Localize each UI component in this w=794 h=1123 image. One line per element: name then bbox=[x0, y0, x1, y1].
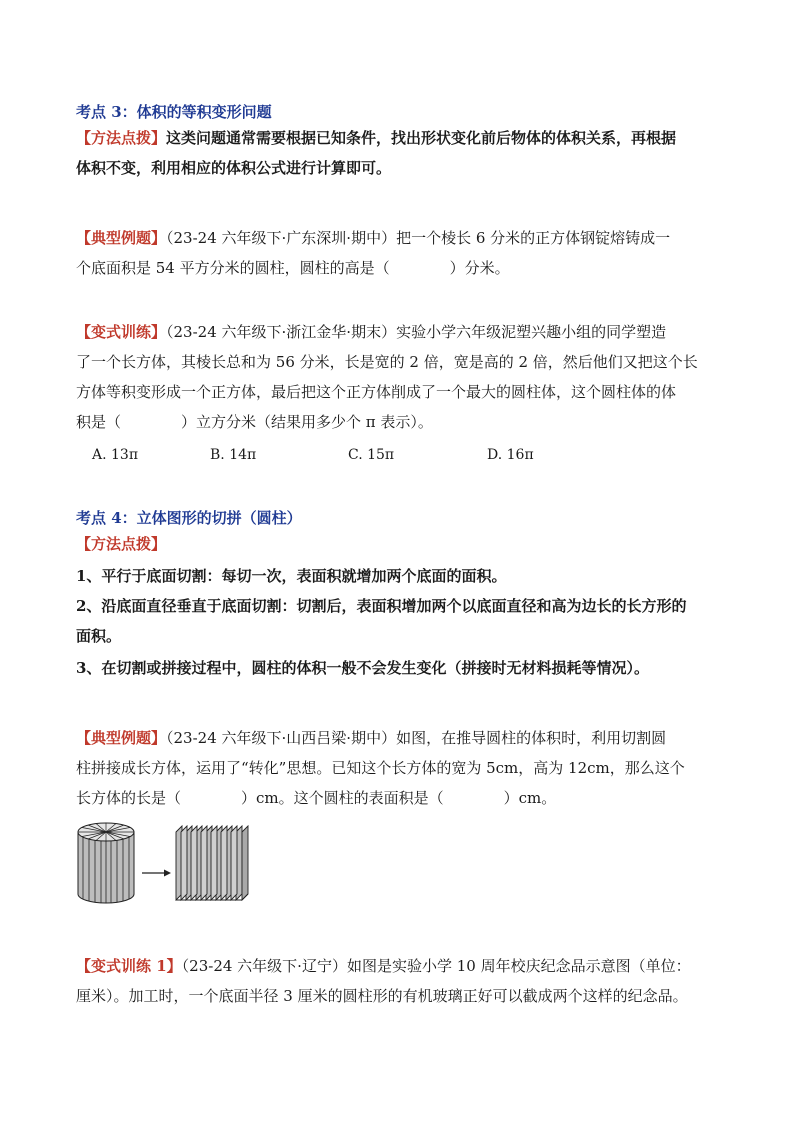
sec3-variant-line2: 了一个长方体，其棱长总和为 56 分米，长是宽的 2 倍，宽是高的 2 倍，然后他们又把这个长 bbox=[76, 353, 698, 371]
option-d[interactable]: D. 16π bbox=[487, 447, 534, 463]
sec4-point-3: 3、在切割或拼接过程中，圆柱的体积一般不会发生变化（拼接时无材料损耗等情况）。 bbox=[76, 659, 649, 677]
reassembled-cuboid bbox=[176, 826, 248, 900]
sec3-variant-line4: 积是（ ）立方分米（结果用多少个 π 表示）。 bbox=[76, 413, 433, 431]
example-tag: 【典型例题】 bbox=[76, 729, 167, 747]
example-tag: 【典型例题】 bbox=[76, 229, 167, 247]
sec3-method-line2: 体积不变，利用相应的体积公式进行计算即可。 bbox=[76, 159, 392, 177]
sec3-example-line2: 个底面积是 54 平方分米的圆柱，圆柱的高是（ ）分米。 bbox=[76, 259, 510, 277]
section-3-title: 考点 3：体积的等积变形问题 bbox=[76, 103, 272, 121]
sec4-point-1: 1、平行于底面切割：每切一次，表面积就增加两个底面的面积。 bbox=[76, 567, 507, 585]
sliced-cylinder bbox=[78, 823, 134, 903]
sec4-point-2: 2、沿底面直径垂直于底面切割：切割后，表面积增加两个以底面直径和高为边长的长方形的 bbox=[76, 597, 687, 615]
variant-tag: 【变式训练 1】 bbox=[76, 957, 182, 975]
method-tag: 【方法点拨】 bbox=[76, 129, 167, 147]
sec3-variant-line3: 方体等积变形成一个正方体，最后把这个正方体削成了一个最大的圆柱体，这个圆柱体的体 bbox=[76, 383, 677, 401]
option-c[interactable]: C. 15π bbox=[348, 447, 395, 463]
sec3-method bbox=[76, 128, 676, 148]
sec3-example bbox=[76, 228, 670, 248]
option-b[interactable]: B. 14π bbox=[210, 447, 257, 463]
sec4-example-line3: 长方体的长是（ ）cm。这个圆柱的表面积是（ ）cm。 bbox=[76, 789, 557, 807]
example-text: （23-24 六年级下·广东深圳·期中）把一个棱长 6 分米的正方体钢锭熔铸成一 bbox=[166, 229, 671, 247]
method-text: 这类问题通常需要根据已知条件，找出形状变化前后物体的体积关系，再根据 bbox=[166, 129, 677, 147]
sec4-point-2-line2: 面积。 bbox=[76, 627, 122, 645]
section-4-title: 考点 4：立体图形的切拼（圆柱） bbox=[76, 509, 302, 527]
sec4-example bbox=[76, 728, 666, 748]
sec4-example-line2: 柱拼接成长方体，运用了“转化”思想。已知这个长方体的宽为 5cm，高为 12cm，那么这个 bbox=[76, 759, 685, 777]
sec4-method-tag: 【方法点拨】 bbox=[76, 535, 167, 553]
cylinder-to-cuboid-figure bbox=[72, 818, 272, 908]
sec4-variant-line2: 厘米）。加工时，一个底面半径 3 厘米的圆柱形的有机玻璃正好可以截成两个这样的纪念品。 bbox=[76, 987, 688, 1005]
sec4-variant bbox=[76, 956, 691, 976]
variant-text: （23-24 六年级下·辽宁）如图是实验小学 10 周年校庆纪念品示意图（单位： bbox=[181, 957, 691, 975]
sec3-variant bbox=[76, 322, 666, 342]
arrow-icon bbox=[142, 870, 171, 877]
example-text: （23-24 六年级下·山西吕梁·期中）如图，在推导圆柱的体积时，利用切割圆 bbox=[166, 729, 667, 747]
variant-text: （23-24 六年级下·浙江金华·期末）实验小学六年级泥塑兴趣小组的同学塑造 bbox=[166, 323, 667, 341]
variant-tag: 【变式训练】 bbox=[76, 323, 167, 341]
option-a[interactable]: A. 13π bbox=[92, 447, 139, 463]
